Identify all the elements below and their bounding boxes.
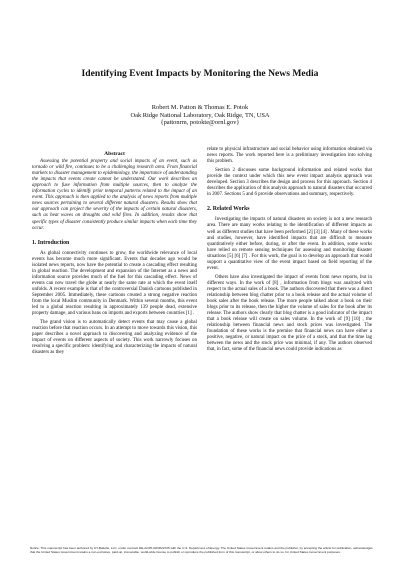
intro-continuation: relate to physical infrastructure and social behavior using information obtained via news reports. The work reported here is a preliminary investigation into solving this problem. [207,147,372,165]
related-paragraph-2: Others have also investigated the impact of events from news reports, but in different ways. In the work of [8] , information from blogs was analyzed with respect to the actual sales of a book. The authors discovered that there was a direct relationship between blog chatter prior to a book release and the actual volume of book sales after the book release. The more people talked about a book on their blogs prior to its release, then the higher the volume of sales for the book after its release. The authors show clearly that blog chatter is a good indicator of the impact that a book release will create on sales volume. In the work of [9] [10] , the relationship between financial news and stock prices was investigated. The foundation of these works is the premise that financial news can have either a positive, negative, or natural impact on the price of a stock, and that the time lag between the news and the stock price was minimal, if any. The authors observed that, in fact, some of the financial news could provide indications as [207,274,372,353]
paper-title: Identifying Event Impacts by Monitoring the News Media [81,68,319,79]
left-column [32,148,197,359]
author-affiliation: Oak Ridge National Laboratory, Oak Ridge, TN, USA [130,111,270,119]
author-emails: {pattonrm, potokte@ornl.gov} [160,119,240,127]
abstract-heading: Abstract [104,151,125,157]
intro-paragraph-3: Section 2 discusses some background information and related works that provide the context under which this new event impact analysis approach was developed. Section 3 describes the design and process for this approach. Section 4 describes the application of this analysis approach to natural disasters that occurred in 2007. Sections 5 and 6 provide observations and summary, respectively. [207,168,372,198]
abstract-text: Assessing the potential property and social impacts of an event, such as tornado or wild fire, continues to be a challenging research area. From financial markets to disaster management to epidemiology, the importance of understanding the impacts that events create cannot be understated. Our work describes an approach to fuse information from multiple sources, then to analyze the information cycles to identify prior temporal patterns related to the impact of an event. This approach is then applied to the analysis of news reports from multiple news sources pertaining to several different natural disasters. Results show that our approach can project the severity of the impacts of certain natural disasters, such as heat waves on droughts and wild fires. In addition, results show that specific types of disaster consistently produce similar impacts when each time they occur. [32,159,197,231]
right-column [207,147,372,356]
copyright-footnote: Notice: This manuscript has been authored by UT-Battelle, LLC, under contract DE-AC05-00OR22725 with the U.S. Department of Energy. The United States Government retains and the publisher, by accepting the article for publication, acknowledges that the United States Government retains a non-exclusive, paid-up, irrevocable, world-wide license to publish or reproduce the published form of this manuscript, or allow others to do so, for United States Government purposes. [30,546,373,554]
author-names: Robert M. Patton & Thomas E. Potok [151,104,249,111]
intro-heading: 1. Introduction [32,239,70,246]
related-works-heading: 2. Related Works [207,206,250,213]
related-paragraph-1: Investigating the impacts of natural disasters on society is not a new research area. There are many works relating to the identification of different impacts as well as different studies that have been performed [2] [3] [4] . Many of these works and studies, however, have identified impacts that are difficult to measure quantitatively either before, during, or after the event. In addition, some works have relied on remote sensing techniques for assessing and monitoring disaster situations [5] [6] [7] . For this work, the goal is to develop an approach that would support a quantitative view of the event impact based on field reporting of the event. [207,217,372,271]
intro-paragraph-2: The grand vision is to automatically detect events that may cause a global reaction before that reaction occurs. In an attempt to move towards this vision, this paper describes a novel approach to discovering and analyzing evidence of the impact of events on different aspects of society. This work narrowly focuses on resolving a specific problem: identifying and characterizing the impacts of natural disasters as they [32,320,197,356]
intro-paragraph-1: As global connectivity continues to grow, the worldwide relevance of local events has become much more significant. Events that decades ago would be isolated news reports, now have the potential to create a cascading effect resulting in global reaction. The development and expansion of the Internet as a news and information source provides much of the fuel for this cascading effect. News of events can now travel the globe at nearly the same rate at which the event itself unfolds. A recent example is that of the controversial Danish cartoons published in September 2005. Immediately, these cartoons created a strong negative reaction from the local Muslim community in Denmark. Within several months, this event led to a global reaction resulting in approximately 139 people dead, extensive property damage, and various bans on imports and exports between countries [1] . [32,250,197,317]
author-block [40,104,360,127]
